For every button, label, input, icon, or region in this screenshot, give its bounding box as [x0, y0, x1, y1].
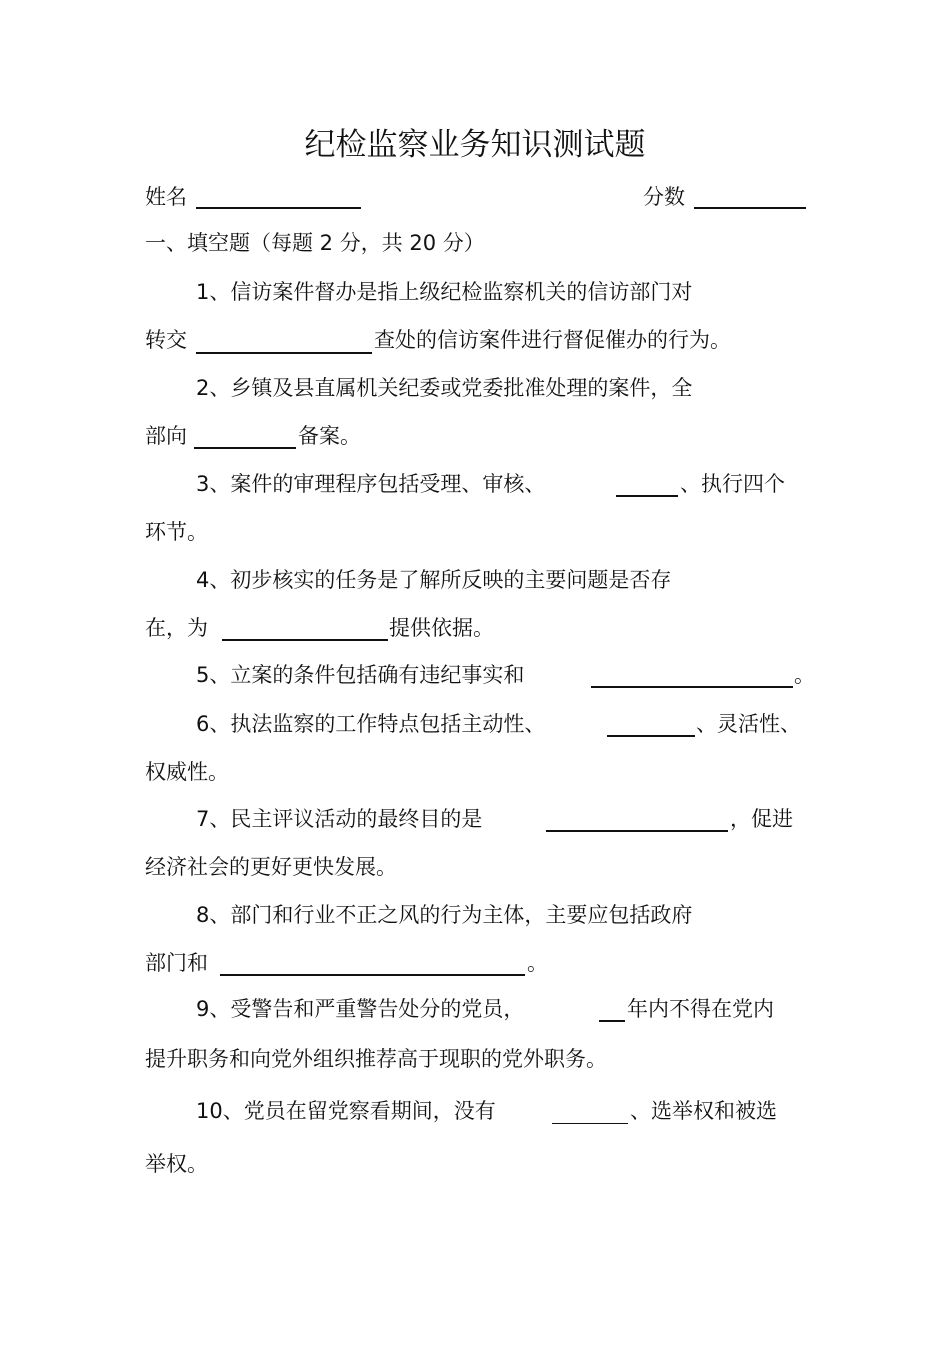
question-1-pre: 转交 [145, 328, 187, 352]
question-7-post: ，促进 [730, 807, 793, 831]
score-label: 分数 [643, 185, 685, 209]
question-8-blank[interactable] [220, 974, 525, 976]
question-4-line1: 4、初步核实的任务是了解所反映的主要问题是否存 [196, 568, 672, 592]
question-4-post: 提供依据。 [389, 616, 494, 640]
question-3-line2: 环节。 [145, 520, 208, 544]
name-blank[interactable] [196, 207, 361, 209]
question-5-pre: 5、立案的条件包括确有违纪事实和 [196, 663, 525, 687]
question-3-pre: 3、案件的审理程序包括受理、审核、 [196, 472, 546, 496]
question-6-post: 、灵活性、 [696, 712, 801, 736]
question-2-post: 备案。 [298, 424, 361, 448]
question-3-blank[interactable] [616, 495, 678, 497]
name-label: 姓名 [145, 185, 187, 209]
question-10-blank[interactable] [552, 1123, 628, 1124]
question-8-pre: 部门和 [145, 951, 208, 975]
question-2-line1: 2、乡镇及县直属机关纪委或党委批准处理的案件，全 [196, 376, 693, 400]
question-7-pre: 7、民主评议活动的最终目的是 [196, 807, 483, 831]
question-10-post: 、选举权和被选 [630, 1099, 777, 1123]
question-5-blank[interactable] [591, 686, 793, 688]
question-1-line1: 1、信访案件督办是指上级纪检监察机关的信访部门对 [196, 280, 693, 304]
question-1-post: 查处的信访案件进行督促催办的行为。 [374, 328, 731, 352]
question-9-post: 年内不得在党内 [627, 997, 774, 1021]
question-5-post: 。 [794, 663, 815, 687]
question-6-blank[interactable] [607, 735, 695, 737]
question-6-pre: 6、执法监察的工作特点包括主动性、 [196, 712, 546, 736]
page-title: 纪检监察业务知识测试题 [304, 127, 646, 163]
question-8-line1: 8、部门和行业不正之风的行为主体，主要应包括政府 [196, 903, 693, 927]
question-7-blank[interactable] [546, 830, 728, 832]
question-10-line2: 举权。 [145, 1152, 208, 1176]
question-1-blank[interactable] [196, 352, 372, 354]
question-7-line2: 经济社会的更好更快发展。 [145, 855, 397, 879]
score-blank[interactable] [694, 207, 806, 209]
question-9-blank[interactable] [599, 1020, 625, 1022]
question-2-blank[interactable] [194, 447, 296, 449]
section-heading: 一、填空题（每题 2 分，共 20 分） [145, 231, 485, 255]
question-4-blank[interactable] [222, 639, 388, 641]
question-9-line2: 提升职务和向党外组织推荐高于现职的党外职务。 [145, 1047, 607, 1071]
question-3-post: 、执行四个 [680, 472, 785, 496]
question-6-line2: 权威性。 [145, 760, 229, 784]
question-2-pre: 部向 [145, 424, 187, 448]
question-8-post: 。 [527, 951, 548, 975]
question-10-pre: 10、党员在留党察看期间，没有 [196, 1099, 496, 1123]
question-4-pre: 在，为 [145, 616, 208, 640]
question-9-pre: 9、受警告和严重警告处分的党员， [196, 997, 525, 1021]
